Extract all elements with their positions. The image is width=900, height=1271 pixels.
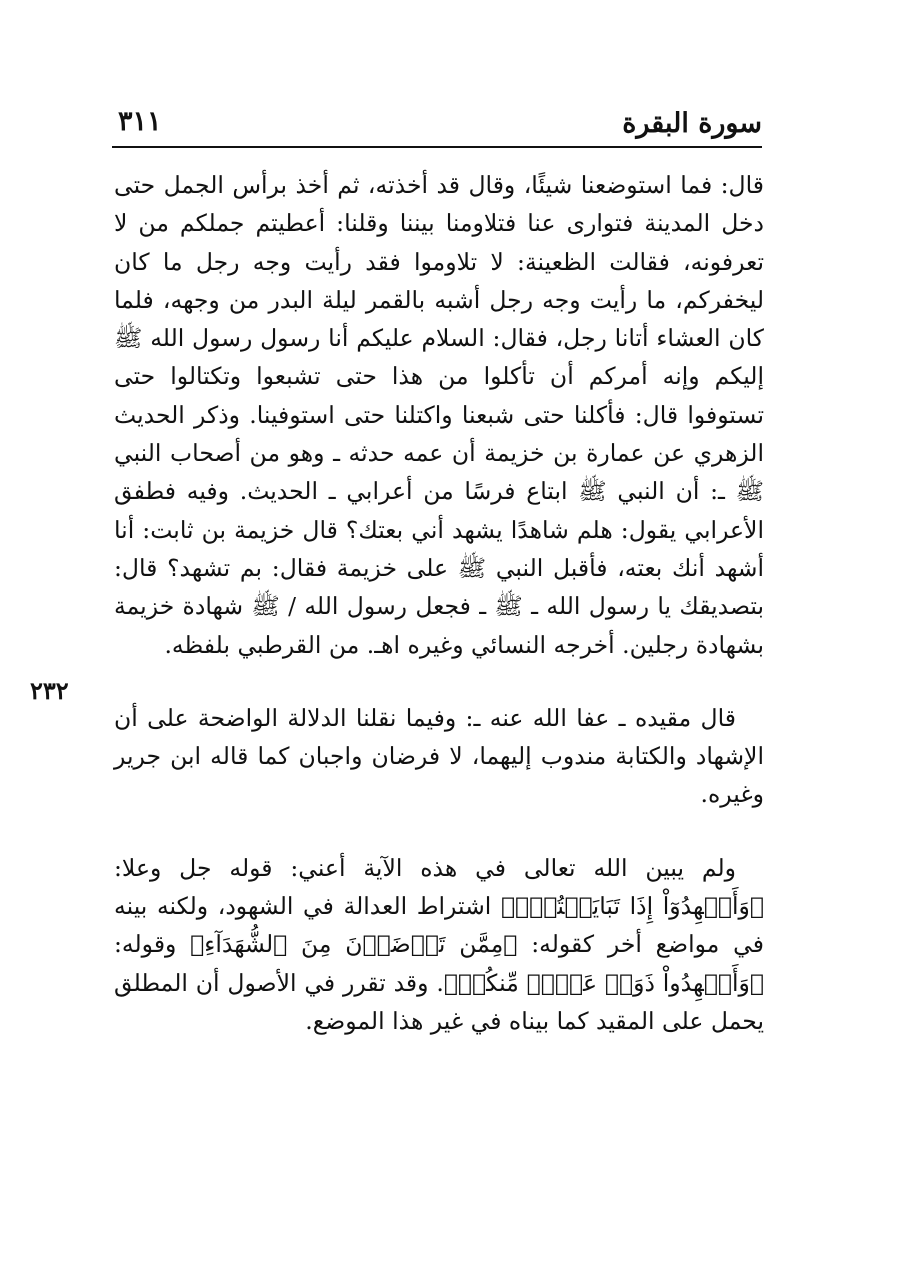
body-text xyxy=(114,166,764,1040)
page-number: ٣١١ xyxy=(118,106,162,137)
paragraph-witness-conditions: ولم يبين الله تعالى في هذه الآية أعني: قوله جل وعلا: ﴿وَأَشۡهِدُوٓاْ إِذَا تَبَايَعۡتُمۡۚ﴾ اشتراط العدالة في الشهود، ولكنه بينه في مواضع أخر كقوله: ﴿مِمَّن تَرۡضَوۡنَ مِنَ ٱلشُّهَدَآءِ﴾ وقوله: ﴿وَأَشۡهِدُواْ ذَوَيۡ عَدۡلٖ مِّنكُمۡ﴾. وقد تقرر في الأصول أن المطلق يحمل على المقيد كما بيناه في غير هذا الموضع. xyxy=(114,853,764,1035)
paragraph-author-comment: قال مقيده ـ عفا الله عنه ـ: وفيما نقلنا الدلالة الواضحة على أن الإشهاد والكتابة مندوب إليهما، لا فرضان واجبان كما قاله ابن جرير وغيره. xyxy=(114,703,764,809)
margin-page-reference: ٢٣٢ xyxy=(30,676,69,705)
surah-title: سورة البقرة xyxy=(622,108,762,139)
paragraph-hadith-narration: قال: فما استوضعنا شيئًا، وقال قد أخذته، ثم أخذ برأس الجمل حتى دخل المدينة فتوارى عنا فتلاومنا بيننا وقلنا: أعطيتم جملكم من لا تعرفونه، فقالت الظعينة: لا تلاوموا فقد رأيت وجه رجل ما كان ليخفركم، ما رأيت وجه رجل أشبه بالقمر ليلة البدر من وجهه، فلما كان العشاء أتانا رجل، فقال: السلام عليكم أنا رسول رسول الله ﷺ إليكم وإنه أمركم أن تأكلوا من هذا حتى تشبعوا وتكتالوا حتى تستوفوا قال: فأكلنا حتى شبعنا واكتلنا حتى استوفينا. وذكر الحديث الزهري عن عمارة بن خزيمة أن عمه حدثه ـ وهو من أصحاب النبي ﷺ ـ: أن النبي ﷺ ابتاع فرسًا من أعرابي ـ الحديث. وفيه فطفق الأعرابي يقول: هلم شاهدًا يشهد أني بعتك؟ قال خزيمة بن ثابت: أنا أشهد أنك بعته، فأقبل النبي ﷺ على خزيمة فقال: بم تشهد؟ قال: بتصديقك يا رسول الله ـ ﷺ ـ فجعل رسول الله / ﷺ شهادة خزيمة بشهادة رجلين. أخرجه النسائي وغيره اهـ. من القرطبي بلفظه. xyxy=(114,171,764,659)
page-header xyxy=(112,102,762,148)
